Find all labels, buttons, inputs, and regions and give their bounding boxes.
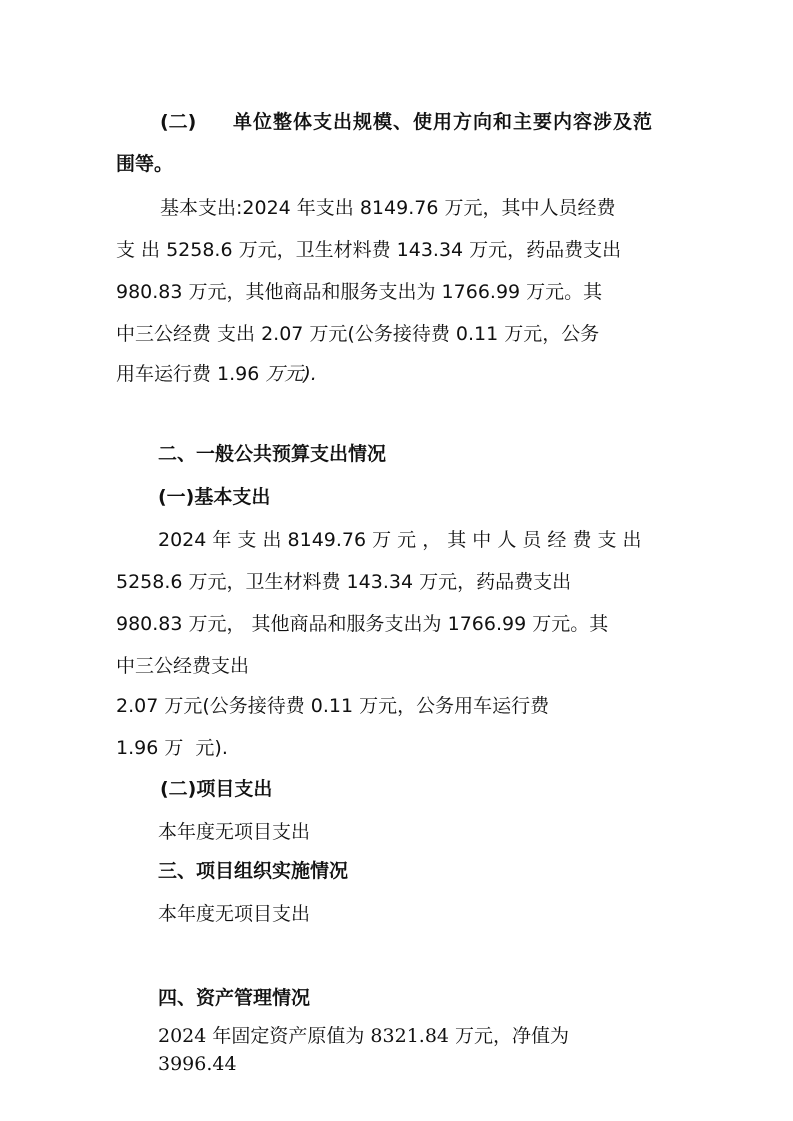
- paragraph-line: 2024 年 支 出 8149.76 万 元 ， 其 中 人 员 经 费 支 出: [158, 529, 642, 551]
- subsection-heading: (二)项目支出: [160, 778, 273, 800]
- paragraph-line: 本年度无项目支出: [158, 821, 311, 843]
- section-heading: 单位整体支出规模、使用方向和主要内容涉及范: [233, 111, 654, 133]
- subsection-heading: (一)基本支出: [158, 486, 271, 508]
- paragraph-line: 本年度无项目支出: [158, 903, 311, 925]
- paragraph-line: 980.83 万元，其他商品和服务支出为 1766.99 万元。其: [116, 281, 603, 303]
- paragraph-line: 基本支出:2024 年支出 8149.76 万元，其中人员经费: [160, 197, 616, 219]
- section-heading-number: (二): [160, 111, 197, 133]
- paragraph-line: 支 出 5258.6 万元，卫生材料费 143.34 万元，药品费支出: [116, 239, 622, 261]
- paragraph-line: 2.07 万元(公务接待费 0.11 万元，公务用车运行费: [116, 695, 550, 717]
- paragraph-line: 5258.6 万元，卫生材料费 143.34 万元，药品费支出: [116, 571, 572, 593]
- section-heading: 二、一般公共预算支出情况: [158, 443, 387, 465]
- section-heading: 四、资产管理情况: [158, 987, 311, 1009]
- paragraph-text-italic: 万元).: [265, 363, 317, 385]
- paragraph-line: 1.96 万 元).: [116, 737, 228, 759]
- paragraph-line: 2024 年固定资产原值为 8321.84 万元，净值为: [158, 1025, 570, 1047]
- section-heading: 三、项目组织实施情况: [158, 860, 349, 882]
- paragraph-line: 中三公经费 支出 2.07 万元(公务接待费 0.11 万元，公务: [116, 323, 600, 345]
- section-heading-continuation: 围等。: [116, 153, 174, 175]
- paragraph-line: [116, 362, 317, 386]
- paragraph-line: 3996.44: [158, 1053, 237, 1075]
- paragraph-line: 980.83 万元， 其他商品和服务支出为 1766.99 万元。其: [116, 613, 609, 635]
- paragraph-line: 中三公经费支出: [116, 655, 250, 677]
- paragraph-text: 用车运行费 1.96: [116, 363, 266, 385]
